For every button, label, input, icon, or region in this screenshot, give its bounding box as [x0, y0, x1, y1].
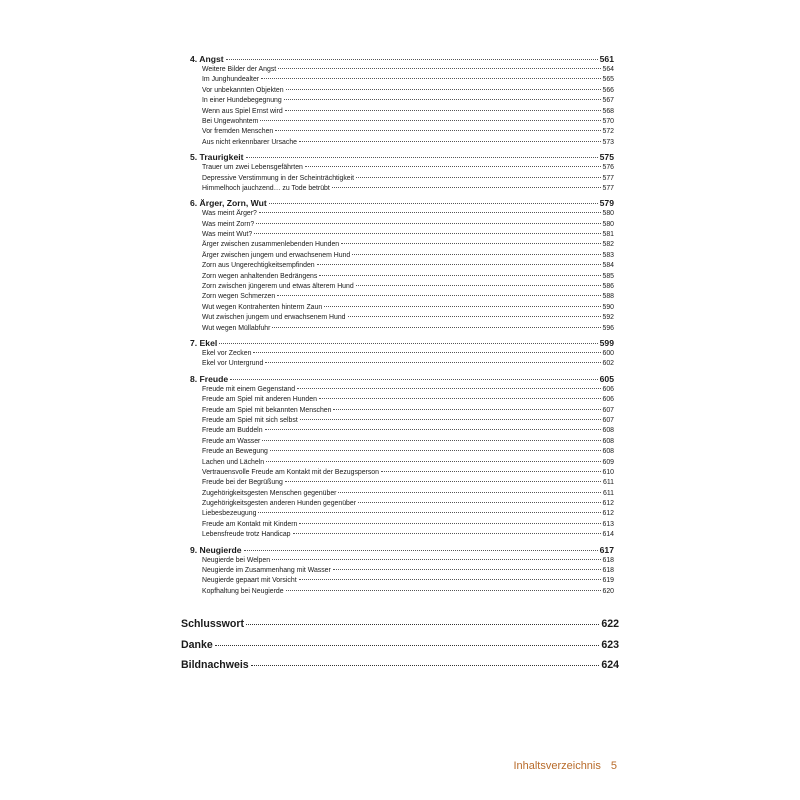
toc-entry-page: 613	[602, 520, 614, 528]
toc-entry-label: Zorn zwischen jüngerem und etwas älterem Hund	[202, 283, 354, 291]
toc-entry[interactable]	[181, 303, 614, 313]
toc-entry-page: 620	[602, 587, 614, 595]
toc-entry-page: 583	[602, 251, 614, 259]
toc-entry-page: 608	[602, 437, 614, 445]
chapter-heading-page: 605	[599, 373, 614, 384]
toc-entry[interactable]	[181, 530, 614, 540]
chapter-heading[interactable]	[181, 338, 614, 349]
toc-entry-page: 600	[602, 349, 614, 357]
toc-entry[interactable]	[181, 468, 614, 478]
toc-entry-page: 612	[602, 500, 614, 508]
major-section-entry-page: 622	[601, 618, 619, 630]
chapter-heading-page: 575	[599, 152, 614, 163]
toc-entry-page: 576	[602, 164, 614, 172]
toc-entry-label: Wenn aus Spiel Ernst wird	[202, 107, 283, 115]
toc-entry-page: 567	[602, 97, 614, 105]
dot-leader	[251, 665, 600, 666]
toc-entry[interactable]	[181, 292, 614, 302]
toc-entry[interactable]	[181, 75, 614, 85]
toc-entry-page: 582	[602, 241, 614, 249]
toc-entry-label: Was meint Zorn?	[202, 220, 255, 228]
dot-leader	[286, 89, 601, 90]
toc-entry-page: 588	[602, 293, 614, 301]
toc-entry-page: 612	[602, 510, 614, 518]
toc-entry-label: Wut zwischen jungem und erwachsenem Hund	[202, 314, 346, 322]
dot-leader	[246, 624, 599, 625]
toc-entry[interactable]	[181, 230, 614, 240]
toc-entry-label: Bei Ungewohntem	[202, 117, 259, 125]
toc-entry-page: 596	[602, 324, 614, 332]
dot-leader	[333, 409, 600, 410]
toc-entry-label: Vor fremden Menschen	[202, 128, 274, 136]
toc-entry[interactable]	[181, 395, 614, 405]
toc-entry-page: 572	[602, 128, 614, 136]
toc-section	[181, 54, 614, 148]
toc-entry-page: 590	[602, 303, 614, 311]
chapter-heading-label: 4. Angst	[190, 54, 224, 64]
dot-leader	[215, 645, 600, 646]
toc-entry-page: 607	[602, 416, 614, 424]
toc-entry-label: Wut wegen Kontrahenten hinterm Zaun	[202, 303, 323, 311]
toc-entry-label: Freude am Kontakt mit Kindern	[202, 520, 298, 528]
toc-entry[interactable]	[181, 566, 614, 576]
toc-entry-label: Zorn wegen anhaltenden Bedrängens	[202, 272, 318, 280]
toc-entry-label: Was meint Ärger?	[202, 210, 257, 218]
toc-entry[interactable]	[181, 556, 614, 566]
dot-leader	[254, 233, 600, 234]
toc-entry[interactable]	[181, 163, 614, 173]
toc-entry[interactable]	[181, 96, 614, 106]
major-section-entry-label: Bildnachweis	[181, 659, 249, 671]
dot-leader	[265, 429, 601, 430]
toc-entry-page: 573	[602, 138, 614, 146]
dot-leader	[285, 481, 601, 482]
dot-leader	[352, 254, 600, 255]
toc-entry[interactable]	[181, 489, 614, 499]
toc-entry-label: Vor unbekannten Objekten	[202, 86, 284, 94]
dot-leader	[299, 523, 600, 524]
dot-leader	[317, 264, 601, 265]
dot-leader	[253, 352, 600, 353]
toc-entry-label: Liebesbezeugung	[202, 510, 257, 518]
toc-entry-label: Zugehörigkeitsgesten Menschen gegenüber	[202, 489, 337, 497]
toc-entry[interactable]	[181, 65, 614, 75]
toc-entry[interactable]	[181, 406, 614, 416]
major-section-entry[interactable]	[181, 635, 619, 656]
toc-entry-label: Was meint Wut?	[202, 231, 253, 239]
dot-leader	[261, 78, 600, 79]
dot-leader	[381, 471, 601, 472]
dot-leader	[256, 223, 600, 224]
major-section-entry[interactable]	[181, 614, 619, 635]
toc-entry-label: In einer Hundebegegnung	[202, 97, 282, 105]
toc-entry-label: Im Junghundealter	[202, 76, 260, 84]
chapter-heading-page: 599	[599, 337, 614, 348]
toc-entry-label: Lachen und Lächeln	[202, 458, 265, 466]
chapter-heading[interactable]	[181, 198, 614, 209]
toc-entry-label: Zorn aus Ungerechtigkeitsempfinden	[202, 262, 315, 270]
dot-leader	[297, 388, 600, 389]
chapter-heading[interactable]	[181, 545, 614, 556]
dot-leader	[299, 141, 601, 142]
dot-leader	[319, 275, 600, 276]
toc-entry[interactable]	[181, 576, 614, 586]
toc-entry[interactable]	[181, 272, 614, 282]
toc-entry-page: 577	[602, 184, 614, 192]
toc-entry-label: Ekel vor Zecken	[202, 349, 252, 357]
chapter-heading-label: 5. Traurigkeit	[190, 152, 244, 163]
dot-leader	[275, 130, 600, 131]
toc-entry[interactable]	[181, 426, 614, 436]
toc-entry[interactable]	[181, 478, 614, 488]
dot-leader	[356, 177, 600, 178]
dot-leader	[285, 110, 601, 111]
toc-entry-page: 618	[602, 567, 614, 575]
toc-entry-label: Freude am Buddeln	[202, 427, 263, 435]
toc-entry[interactable]	[181, 437, 614, 447]
toc-entry[interactable]	[181, 447, 614, 457]
toc-section	[181, 374, 614, 541]
dot-leader	[284, 99, 601, 100]
toc-entry-page: 614	[602, 531, 614, 539]
dot-leader	[319, 398, 601, 399]
dot-leader	[338, 492, 601, 493]
major-sections	[181, 614, 619, 676]
toc-entry-label: Lebensfreude trotz Handicap	[202, 531, 291, 539]
toc-entry[interactable]	[181, 416, 614, 426]
toc-entry-page: 564	[602, 66, 614, 73]
toc-entry-label: Ekel vor Untergrund	[202, 360, 264, 368]
toc-entry-page: 568	[602, 107, 614, 115]
toc-entry-label: Zugehörigkeitsgesten anderen Hunden gegenüber	[202, 500, 357, 508]
major-section-entry-label: Schlusswort	[181, 618, 244, 630]
toc-entry[interactable]	[181, 251, 614, 261]
page-footer	[513, 760, 617, 772]
toc-entry-label: Freude bei der Begrüßung	[202, 479, 283, 487]
toc-entry[interactable]	[181, 385, 614, 395]
dot-leader	[270, 450, 601, 451]
toc-entry-page: 592	[602, 314, 614, 322]
dot-leader	[293, 533, 601, 534]
toc-entry[interactable]	[181, 359, 614, 369]
toc-entry[interactable]	[181, 324, 614, 334]
toc-entry[interactable]	[181, 520, 614, 530]
dot-leader	[356, 285, 601, 286]
toc-entry[interactable]	[181, 127, 614, 137]
dot-leader	[348, 316, 601, 317]
toc-entry-label: Freude am Wasser	[202, 437, 261, 445]
toc-entry-label: Freude am Spiel mit bekannten Menschen	[202, 406, 332, 414]
toc-entry-page: 565	[602, 76, 614, 84]
toc-entry[interactable]	[181, 509, 614, 519]
dot-leader	[333, 569, 601, 570]
toc-entry-page: 611	[603, 479, 614, 487]
footer-page-number: 5	[610, 760, 617, 772]
toc-entry-page: 606	[602, 396, 614, 404]
toc-entry-page: 618	[602, 556, 614, 564]
major-section-entry-page: 623	[601, 638, 619, 651]
toc-section	[181, 198, 614, 334]
chapter-heading[interactable]	[181, 54, 614, 65]
dot-leader	[260, 120, 600, 121]
major-section-entry-label: Danke	[181, 638, 213, 651]
toc-entry-page: 607	[602, 406, 614, 414]
toc-entry-page: 566	[602, 86, 614, 94]
dot-leader	[286, 590, 601, 591]
dot-leader	[272, 559, 600, 560]
toc-entry-page: 611	[603, 489, 614, 497]
chapter-heading-label: 8. Freude	[190, 373, 229, 384]
chapter-heading-label: 9. Neugierde	[190, 544, 242, 555]
toc-entry[interactable]	[181, 313, 614, 323]
dot-leader	[226, 59, 598, 60]
dot-leader	[277, 295, 600, 296]
toc-entry[interactable]	[181, 107, 614, 117]
dot-leader	[332, 187, 601, 188]
toc-entry-page: 580	[602, 220, 614, 228]
chapter-heading[interactable]	[181, 374, 614, 385]
toc-entry[interactable]	[181, 209, 614, 219]
toc-entry-page: 584	[602, 262, 614, 270]
toc-entry-label: Ärger zwischen zusammenlebenden Hunden	[202, 241, 340, 249]
toc-entry[interactable]	[181, 174, 614, 184]
footer-label: Inhaltsverzeichnis	[513, 760, 601, 772]
table-of-contents	[181, 54, 614, 601]
toc-entry-label: Neugierde bei Welpen	[202, 556, 271, 564]
dot-leader	[258, 512, 600, 513]
dot-leader	[299, 579, 601, 580]
dot-leader	[358, 502, 600, 503]
toc-entry[interactable]	[181, 458, 614, 468]
toc-section	[181, 152, 614, 194]
dot-leader	[230, 379, 597, 380]
chapter-heading[interactable]	[181, 152, 614, 163]
chapter-heading-page: 579	[599, 198, 614, 209]
toc-entry[interactable]	[181, 349, 614, 359]
dot-leader	[324, 306, 600, 307]
toc-entry-page: 610	[602, 468, 614, 476]
toc-entry[interactable]	[181, 117, 614, 127]
toc-entry[interactable]	[181, 282, 614, 292]
toc-entry-label: Kopfhaltung bei Neugierde	[202, 587, 284, 595]
dot-leader	[305, 166, 601, 167]
major-section-entry-page: 624	[601, 659, 619, 671]
dot-leader	[272, 327, 600, 328]
dot-leader	[266, 461, 600, 462]
toc-entry-page: 608	[602, 427, 614, 435]
dot-leader	[246, 157, 598, 158]
toc-entry-page: 609	[602, 458, 614, 466]
toc-entry-page: 586	[602, 283, 614, 291]
dot-leader	[278, 68, 600, 69]
toc-entry-label: Freude mit einem Gegenstand	[202, 385, 296, 393]
toc-entry-label: Neugierde im Zusammenhang mit Wasser	[202, 567, 331, 575]
chapter-heading-page: 617	[599, 544, 614, 555]
toc-entry[interactable]	[181, 499, 614, 509]
toc-entry-label: Aus nicht erkennbarer Ursache	[202, 138, 297, 146]
toc-entry[interactable]	[181, 261, 614, 271]
toc-entry[interactable]	[181, 86, 614, 96]
toc-entry-page: 619	[602, 577, 614, 585]
toc-section	[181, 545, 614, 598]
toc-entry[interactable]	[181, 587, 614, 597]
toc-entry-page: 602	[602, 360, 614, 368]
toc-entry-label: Neugierde gepaart mit Vorsicht	[202, 577, 297, 585]
toc-entry[interactable]	[181, 184, 614, 194]
dot-leader	[300, 419, 601, 420]
toc-entry-label: Ärger zwischen jungem und erwachsenem Hund	[202, 251, 351, 259]
chapter-heading-label: 7. Ekel	[190, 337, 218, 348]
toc-entry-label: Depressive Verstimmung in der Scheinträchtigkeit	[202, 174, 355, 182]
dot-leader	[269, 203, 598, 204]
toc-entry-label: Vertrauensvolle Freude am Kontakt mit der Bezugsperson	[202, 468, 379, 476]
dot-leader	[244, 550, 598, 551]
toc-entry-page: 581	[602, 231, 614, 239]
toc-entry-page: 577	[602, 174, 614, 182]
chapter-heading-page: 561	[599, 54, 614, 64]
toc-entry-page: 608	[602, 448, 614, 456]
dot-leader	[219, 343, 597, 344]
toc-entry-page: 570	[602, 117, 614, 125]
toc-entry[interactable]	[181, 220, 614, 230]
dot-leader	[265, 362, 600, 363]
toc-entry-page: 585	[602, 272, 614, 280]
dot-leader	[262, 440, 600, 441]
toc-entry[interactable]	[181, 138, 614, 148]
toc-entry-label: Freude an Bewegung	[202, 448, 268, 456]
toc-entry-label: Freude am Spiel mit anderen Hunden	[202, 396, 317, 404]
toc-entry-label: Wut wegen Müllabfuhr	[202, 324, 271, 332]
toc-entry[interactable]	[181, 240, 614, 250]
toc-entry-label: Himmelhoch jauchzend… zu Tode betrübt	[202, 184, 330, 192]
major-section-entry[interactable]	[181, 655, 619, 676]
dot-leader	[259, 212, 601, 213]
toc-section	[181, 338, 614, 370]
toc-entry-label: Freude am Spiel mit sich selbst	[202, 416, 298, 424]
toc-entry-page: 606	[602, 385, 614, 393]
toc-entry-label: Zorn wegen Schmerzen	[202, 293, 276, 301]
toc-entry-label: Weitere Bilder der Angst	[202, 66, 277, 73]
dot-leader	[341, 243, 600, 244]
toc-entry-label: Trauer um zwei Lebensgefährten	[202, 164, 303, 172]
chapter-heading-label: 6. Ärger, Zorn, Wut	[190, 198, 267, 209]
toc-entry-page: 580	[602, 210, 614, 218]
